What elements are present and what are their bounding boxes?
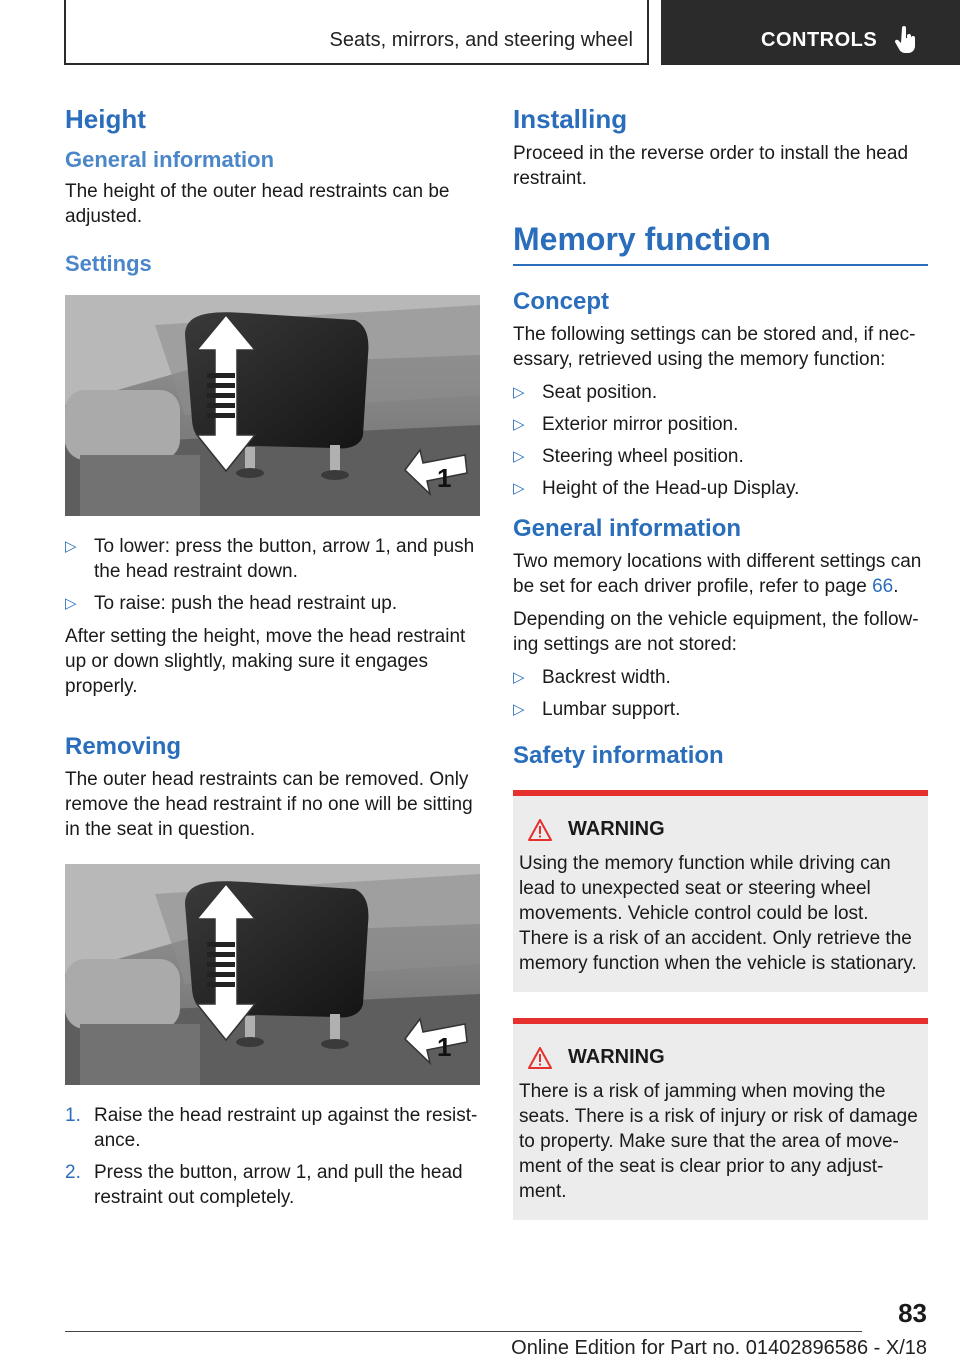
footer-edition: Online Edition for Part no. 01402896586 - X/18 — [511, 1337, 927, 1359]
triangle-bullet-icon: ▷ — [513, 384, 525, 401]
heading-installing: Installing — [513, 104, 628, 134]
warning-text: Using the memory function while driving can lead to unexpected seat or steering wheel movements. Vehicle control could be lost. There is a risk of an accident. Only retrieve the memory function when the vehicle is stationary. — [519, 853, 917, 974]
triangle-bullet-icon: ▷ — [65, 595, 77, 612]
not-stored-list — [513, 665, 928, 722]
page-number: 83 — [898, 1298, 927, 1328]
list-item: 2. Press the button, arrow 1, and pull the head restraint out completely. — [65, 1162, 463, 1208]
heading-general-information-right: General information — [513, 515, 742, 542]
removing-text: The outer head restraints can be removed. Only remove the head restraint if no one will be sitting in the seat in question. — [65, 769, 473, 840]
removing-steps-list — [65, 1103, 480, 1210]
warning-box — [513, 790, 928, 992]
list-item: ▷ Steering wheel position. — [513, 446, 744, 467]
list-item: ▷ To lower: press the button, arrow 1, and push the head restraint down. — [65, 536, 475, 582]
list-item: ▷ Seat position. — [513, 382, 658, 403]
list-item: ▷ Backrest width. — [513, 667, 671, 688]
general-information-right-text: Two memory locations with different settings can be set for each driver profile, refer to page 66. — [513, 551, 922, 597]
list-item: 1. Raise the head restraint up against the resist‐ance. — [65, 1105, 478, 1151]
triangle-bullet-icon: ▷ — [513, 448, 525, 465]
section-title: Seats, mirrors, and steering wheel — [329, 29, 633, 51]
heading-removing: Removing — [65, 733, 182, 760]
general-information-text: The height of the outer head restraints can be adjusted. — [65, 181, 450, 227]
page-66-link[interactable]: 66 — [872, 576, 894, 597]
footer-divider — [65, 1331, 862, 1332]
warning-box — [513, 1018, 928, 1220]
header-section-box — [64, 0, 649, 65]
list-item: ▷ Exterior mirror position. — [513, 414, 739, 435]
warning-title: WARNING — [519, 1046, 922, 1069]
settings-list — [65, 534, 480, 616]
list-item: ▷ Height of the Head-up Display. — [513, 478, 800, 499]
heading-height: Height — [65, 104, 146, 134]
heading-general-information: General information — [65, 147, 275, 172]
triangle-bullet-icon: ▷ — [513, 480, 525, 497]
heading-safety-information: Safety information — [513, 742, 724, 769]
warning-text: There is a risk of jamming when moving the seats. There is a risk of injury or risk of damage to property. Make sure that the area of move‐ment of the seat is clear prior to any adjust‐ment. — [519, 1081, 918, 1202]
heading-settings: Settings — [65, 251, 152, 276]
right-column — [513, 96, 928, 1220]
list-item: ▷ Lumbar support. — [513, 699, 681, 720]
concept-text: The following settings can be stored and, if nec‐essary, retrieved using the memory function: — [513, 324, 916, 370]
depending-text: Depending on the vehicle equipment, the follow‐ing settings are not stored: — [513, 609, 919, 655]
hand-pointer-icon — [895, 26, 917, 54]
heading-memory-function: Memory function — [513, 221, 928, 266]
head-restraint-removal-figure — [65, 864, 480, 1085]
figure-label-1: 1 — [437, 463, 452, 493]
concept-list — [513, 380, 928, 501]
header-tab[interactable] — [661, 0, 960, 65]
triangle-bullet-icon: ▷ — [513, 701, 525, 718]
after-setting-text: After setting the height, move the head restraint up or down slightly, making sure it engages properly. — [65, 626, 466, 697]
warning-triangle-icon — [528, 819, 552, 841]
warning-title: WARNING — [519, 818, 922, 841]
heading-concept: Concept — [513, 288, 609, 315]
left-column — [65, 96, 480, 1218]
triangle-bullet-icon: ▷ — [513, 416, 525, 433]
head-restraint-height-figure — [65, 295, 480, 516]
triangle-bullet-icon: ▷ — [513, 669, 525, 686]
list-item: ▷ To raise: push the head restraint up. — [65, 593, 398, 614]
warning-triangle-icon — [528, 1047, 552, 1069]
tab-controls-label: CONTROLS — [761, 29, 878, 51]
figure-label-1: 1 — [437, 1032, 452, 1062]
triangle-bullet-icon: ▷ — [65, 538, 77, 555]
installing-text: Proceed in the reverse order to install the head restraint. — [513, 143, 909, 189]
